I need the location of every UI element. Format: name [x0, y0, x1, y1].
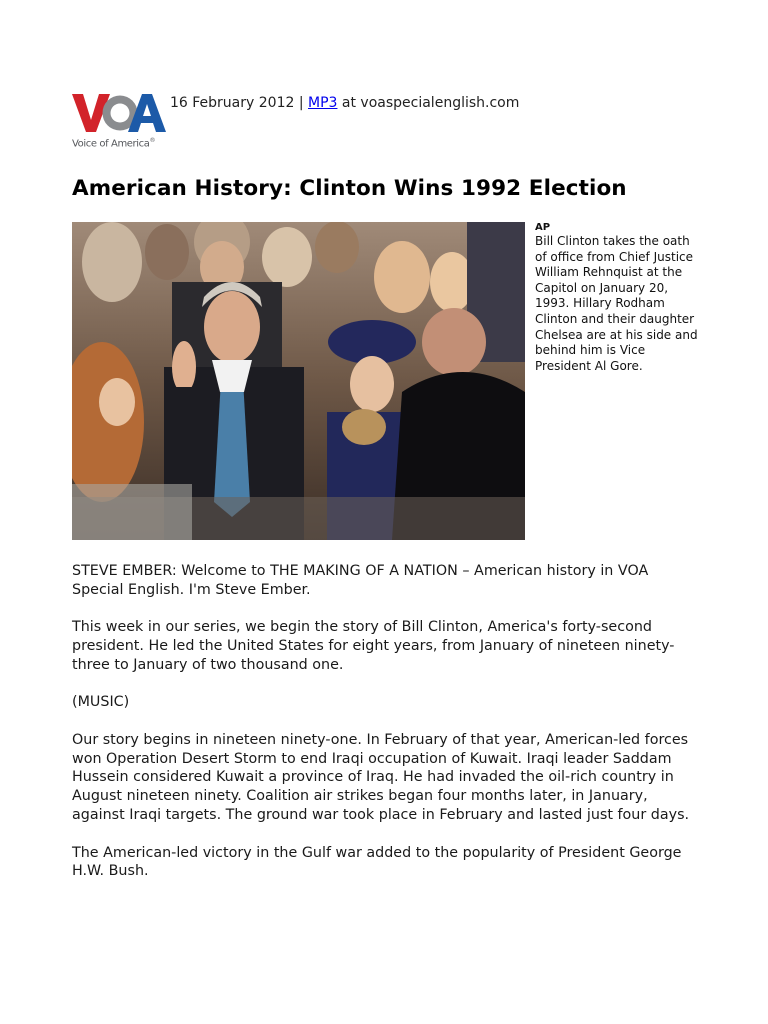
publish-date: 16 February 2012	[170, 95, 295, 111]
photo-inauguration-icon	[72, 222, 525, 540]
voa-logo[interactable]	[72, 92, 168, 150]
site-suffix: at voaspecialenglish.com	[337, 95, 520, 111]
paragraph: The American-led victory in the Gulf war added to the popularity of President George H.W. Bush.	[72, 844, 682, 880]
paragraph: (MUSIC)	[72, 694, 130, 711]
logo-tagline: Voice of America®	[72, 137, 156, 150]
photo-caption	[535, 222, 703, 374]
article-title: American History: Clinton Wins 1992 Election	[72, 176, 627, 201]
paragraph: This week in our series, we begin the story of Bill Clinton, America's forty-second president. He led the United States for eight years, from January of nineteen ninety-three to January of two thousand one.	[72, 619, 675, 673]
mp3-link[interactable]: MP3	[308, 95, 338, 111]
dateline	[170, 95, 519, 111]
article-body	[72, 562, 704, 900]
page-header	[72, 92, 712, 152]
photo-caption-text: Bill Clinton takes the oath of office from Chief Justice William Rehnquist at the Capitol on January 20, 1993. Hillary Rodham Clinton and their daughter Chelsea are at his side and behind him is Vice President Al Gore.	[535, 234, 698, 373]
photo-credit: AP	[535, 222, 551, 233]
dateline-separator: |	[294, 95, 309, 111]
voa-logo-icon	[72, 92, 166, 134]
article-photo	[72, 222, 525, 540]
paragraph: Our story begins in nineteen ninety-one. In February of that year, American-led forces won Operation Desert Storm to end Iraqi occupation of Kuwait. Iraqi leader Saddam Hussein considered Kuwait a province of Iraq. He had invaded the oil-rich country in August nineteen ninety. Coalition air strikes began four months later, in January, against Iraqi targets. The ground war took place in February and lasted just four days.	[72, 731, 690, 824]
paragraph: STEVE EMBER: Welcome to THE MAKING OF A NATION – American history in VOA Special English. I'm Steve Ember.	[72, 563, 649, 598]
